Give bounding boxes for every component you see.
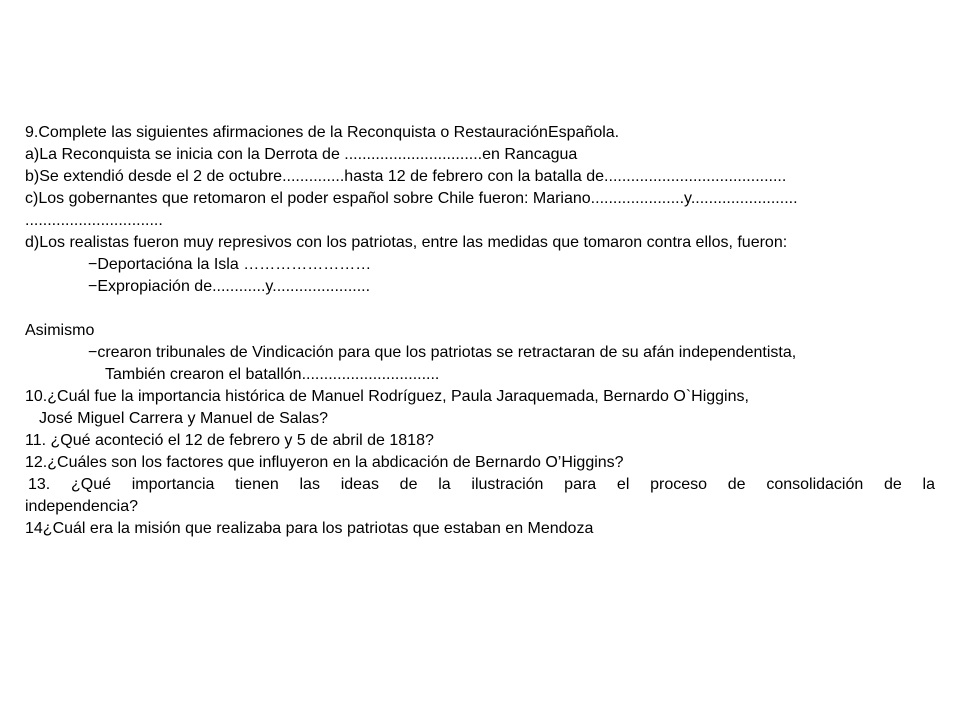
list-item-label: Expropiación de............y...................... [97,278,371,295]
question-9c: c)Los gobernantes que retomaron el poder español sobre Chile fueron: Mariano.....................y........................ [25,190,798,207]
question-13: 13. ¿Qué importancia tienen las ideas de la ilustración para el proceso de consolidación de la [28,476,935,493]
spacer [25,298,935,320]
list-item-tribunales [25,342,935,364]
question-13-continuation: independencia? [25,498,138,515]
asimismo-heading: Asimismo [25,322,95,339]
list-item-label: crearon tribunales de Vindicación para que los patriotas se retractaran de su afán independentista, [97,344,797,361]
worksheet-text [25,122,935,540]
list-item-expropiacion [25,276,935,298]
question-9b: b)Se extendió desde el 2 de octubre..............hasta 12 de febrero con la batalla de......................................... [25,168,787,185]
question-11: 11. ¿Qué aconteció el 12 de febrero y 5 de abril de 1818? [25,432,434,449]
question-9c-continuation: ............................... [25,212,163,229]
question-12: 12.¿Cuáles son los factores que influyeron en la abdicación de Bernardo O’Higgins? [25,454,624,471]
list-item-deportacion [25,254,935,276]
dash-bullet-icon: − [88,256,98,273]
asimismo-continuation: También crearon el batallón............................... [105,366,440,383]
question-10: 10.¿Cuál fue la importancia histórica de Manuel Rodríguez, Paula Jaraquemada, Bernardo O`Higgins, [25,388,749,405]
question-10-continuation: José Miguel Carrera y Manuel de Salas? [39,410,329,427]
question-9a: a)La Reconquista se inicia con la Derrota de ...............................en Rancagua [25,146,578,163]
dash-bullet-icon: − [88,278,98,295]
question-14: 14¿Cuál era la misión que realizaba para los patriotas que estaban en Mendoza [25,520,594,537]
dash-bullet-icon: − [88,344,98,361]
question-9d: d)Los realistas fueron muy represivos con los patriotas, entre las medidas que tomaron contra ellos, fueron: [25,234,788,251]
list-item-label: Deportacióna la Isla …………………… [97,256,372,273]
question-9-title: 9.Complete las siguientes afirmaciones de la Reconquista o RestauraciónEspañola. [25,124,620,141]
